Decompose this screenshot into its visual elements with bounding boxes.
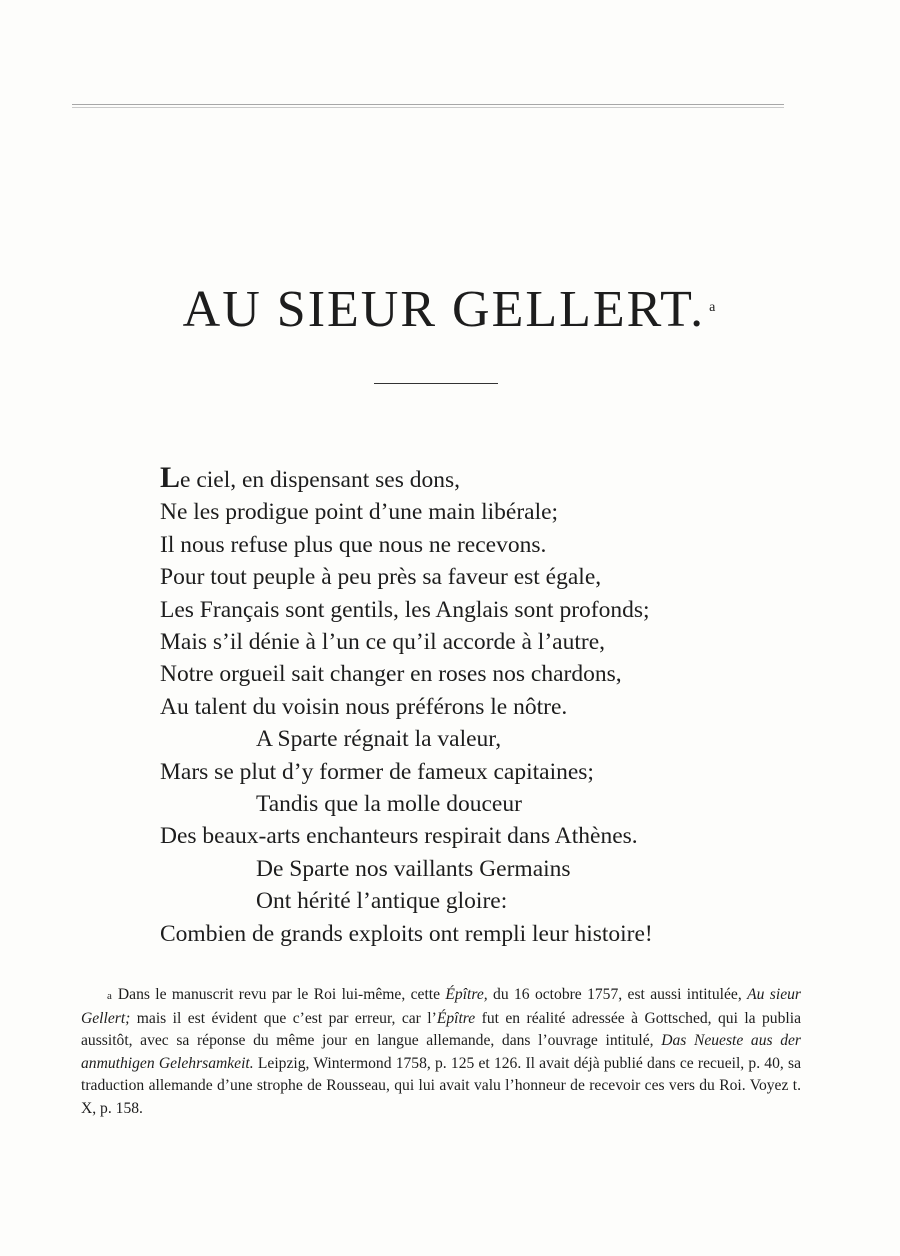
footnote-text: mais il est évident que c’est par erreur, car l’ [130, 1009, 437, 1027]
header-rule [72, 104, 784, 108]
footnote-italic-text: Épître, [445, 986, 488, 1003]
drop-letter: L [160, 461, 181, 494]
footnote-text: Dans le manuscrit revu par le Roi lui-même, cette [117, 986, 446, 1003]
poem-line: De Sparte nos vaillants Germains [256, 855, 571, 882]
poem-line: Au talent du voisin nous préférons le nôtre. [160, 693, 568, 720]
footnote-italic-text: Au sieur Gellert; [81, 986, 801, 1027]
title-divider [374, 383, 498, 384]
poem-line: Mars se plut d’y former de fameux capitaines; [160, 758, 594, 785]
poem-line: Pour tout peuple à peu près sa faveur est égale, [160, 564, 602, 591]
footnote-italic-text: Épître [436, 1009, 476, 1027]
poem-line: Ne les prodigue point d’une main libérale; [160, 499, 559, 526]
footnote-text: du 16 octobre 1757, est aussi intitulée, [487, 986, 748, 1003]
poem-line: Tandis que la molle douceur [256, 791, 522, 818]
poem-line: Des beaux-arts enchanteurs respirait dans Athènes. [160, 823, 638, 850]
poem-title-text: AU SIEUR GELLERT. [182, 281, 706, 338]
poem-line [160, 462, 800, 496]
poem-line: Notre orgueil sait changer en roses nos chardons, [160, 661, 622, 688]
poem-body [160, 462, 800, 950]
title-footnote-mark: a [709, 300, 718, 315]
poem-line: Il nous refuse plus que nous ne recevons. [160, 531, 547, 558]
poem-line: Combien de grands exploits ont rempli leur histoire! [160, 920, 653, 947]
footnote-text: fut en réalité adressée à Gottsched, qui la publia aussitôt, avec sa réponse du même jour en langue allemande, dans l’ouvrage intitulé, [81, 1009, 801, 1049]
footnote [81, 984, 801, 1120]
footnote-mark: a [107, 990, 112, 1002]
poem-line: Les Français sont gentils, les Anglais sont profonds; [160, 596, 650, 623]
poem-line: Mais s’il dénie à l’un ce qu’il accorde à l’autre, [160, 629, 605, 656]
footnote-italic-text: Das Neueste aus der anmuthigen Gelehrsamkeit. [81, 1032, 801, 1072]
poem-line: A Sparte régnait la valeur, [256, 726, 502, 753]
first-line-text: e ciel, en dispensant ses dons, [180, 467, 460, 493]
poem-line: Ont hérité l’antique gloire: [256, 888, 508, 915]
poem-title [0, 280, 900, 340]
footnote-text: Leipzig, Wintermond 1758, p. 125 et 126. Il avait déjà publié dans ce recueil, p. 40, sa traduction allemande d’une strophe de Rousseau, qui lui avait valu l’honneur de recevoir ces vers du Roi. Voyez t. X, p. 158. [81, 1054, 801, 1117]
